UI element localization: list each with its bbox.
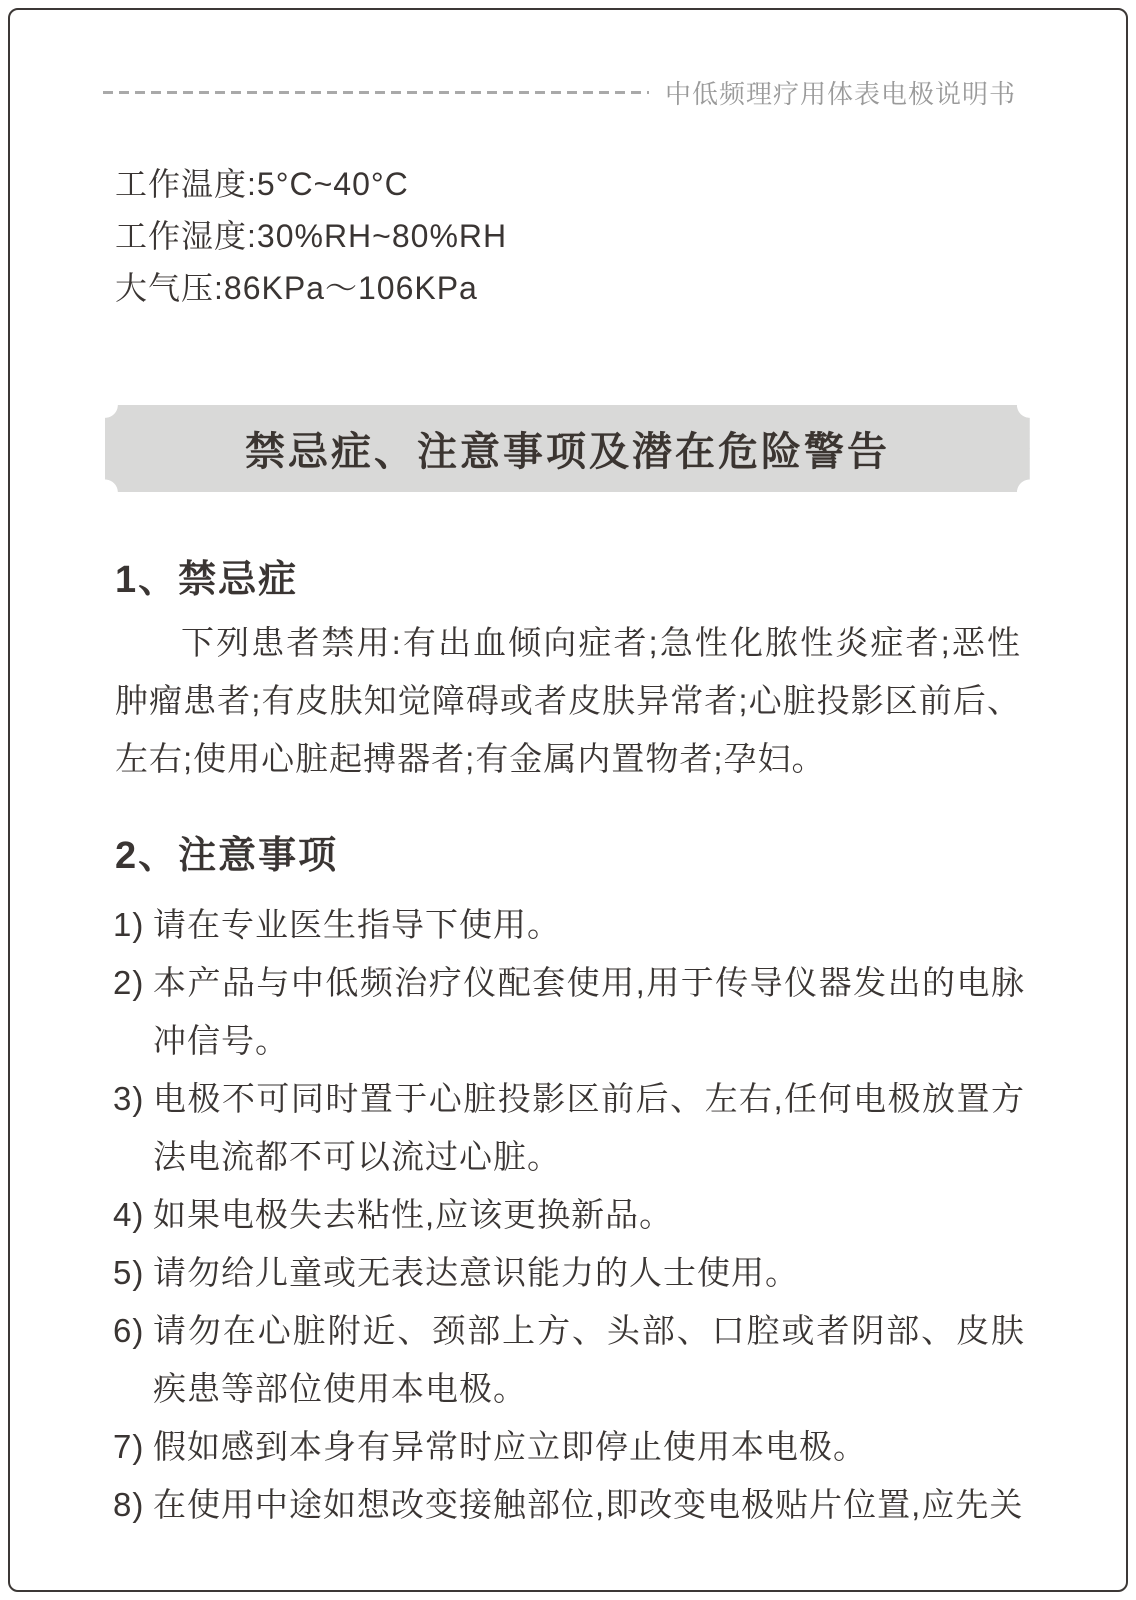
item-number: 2) bbox=[113, 964, 145, 1001]
section-2-heading: 2、注意事项 bbox=[115, 835, 339, 877]
item-number: 6) bbox=[113, 1312, 145, 1349]
item-text: 本产品与中低频治疗仪配套使用,用于传导仪器发出的电脉冲信号。 bbox=[153, 964, 1025, 1059]
warning-banner bbox=[105, 405, 1030, 492]
item-number: 7) bbox=[113, 1428, 145, 1465]
section-1-paragraph: 下列患者禁用:有出血倾向症者;急性化脓性炎症者;恶性肿瘤患者;有皮肤知觉障碍或者皮肤异常者;心脏投影区前后、左右;使用心脏起搏器者;有金属内置物者;孕妇。 bbox=[115, 624, 1021, 777]
item-text: 电极不可同时置于心脏投影区前后、左右,任何电极放置方法电流都不可以流过心脏。 bbox=[153, 1080, 1025, 1175]
list-item bbox=[113, 1418, 1025, 1476]
list-item bbox=[113, 1070, 1025, 1186]
list-item bbox=[113, 1302, 1025, 1418]
list-item bbox=[113, 1244, 1025, 1302]
item-text: 请在专业医生指导下使用。 bbox=[153, 906, 561, 943]
list-item bbox=[113, 896, 1025, 954]
item-number: 4) bbox=[113, 1196, 145, 1233]
item-number: 8) bbox=[113, 1486, 145, 1523]
warning-banner-title: 禁忌症、注意事项及潜在危险警告 bbox=[245, 430, 890, 474]
item-number: 5) bbox=[113, 1254, 145, 1291]
item-number: 1) bbox=[113, 906, 145, 943]
header-dash-divider bbox=[103, 91, 649, 94]
item-number: 3) bbox=[113, 1080, 145, 1117]
spec-line-temperature: 工作温度:5°C~40°C bbox=[115, 166, 409, 202]
item-text: 假如感到本身有异常时应立即停止使用本电极。 bbox=[153, 1428, 867, 1465]
spec-line-humidity: 工作湿度:30%RH~80%RH bbox=[115, 218, 508, 254]
section-1-heading: 1、禁忌症 bbox=[115, 559, 299, 601]
list-item bbox=[113, 1476, 1025, 1534]
item-text: 在使用中途如想改变接触部位,即改变电极贴片位置,应先关 bbox=[153, 1486, 1024, 1523]
operating-specs bbox=[115, 158, 507, 314]
item-text: 请勿在心脏附近、颈部上方、头部、口腔或者阴部、皮肤疾患等部位使用本电极。 bbox=[153, 1312, 1025, 1407]
list-item bbox=[113, 1186, 1025, 1244]
spec-line-pressure: 大气压:86KPa～106KPa bbox=[115, 270, 478, 306]
list-item bbox=[113, 954, 1025, 1070]
item-text: 如果电极失去粘性,应该更换新品。 bbox=[153, 1196, 674, 1233]
item-text: 请勿给儿童或无表达意识能力的人士使用。 bbox=[153, 1254, 799, 1291]
document-title: 中低频理疗用体表电极说明书 bbox=[664, 79, 1016, 109]
notice-list bbox=[113, 896, 1025, 1534]
page-header bbox=[103, 74, 1016, 111]
